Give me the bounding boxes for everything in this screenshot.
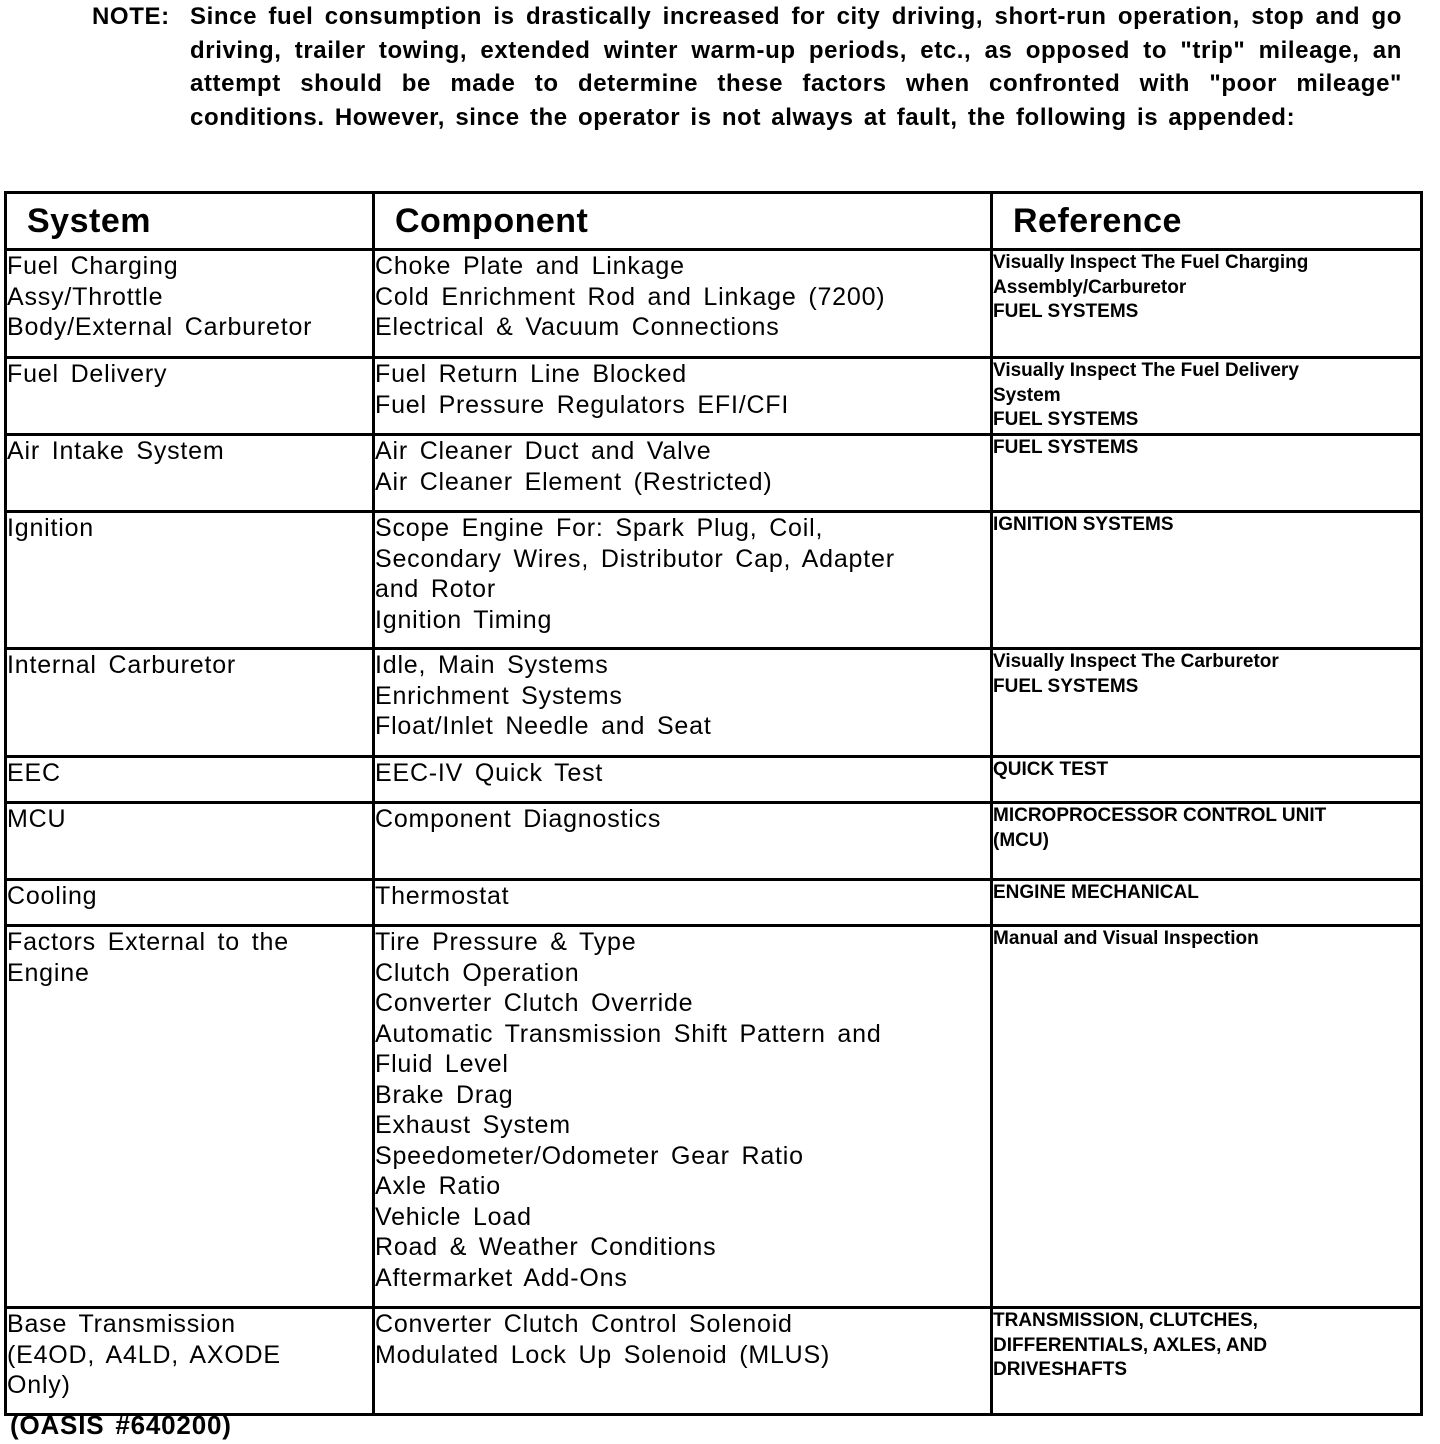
- component-cell: [374, 926, 992, 1308]
- system-cell: [6, 926, 374, 1308]
- table-row: [6, 926, 1422, 1308]
- system-cell: [6, 880, 374, 926]
- reference-cell: [992, 512, 1422, 649]
- system-cell-line: Cooling: [7, 882, 98, 910]
- reference-cell-line: FUEL SYSTEMS: [993, 409, 1139, 430]
- component-cell-line: Road & Weather Conditions: [375, 1233, 717, 1261]
- reference-cell-line: FUEL SYSTEMS: [993, 675, 1139, 697]
- reference-cell-line: DRIVESHAFTS: [993, 1359, 1128, 1380]
- system-cell-line: Only): [7, 1371, 71, 1399]
- component-cell-line: Air Cleaner Element (Restricted): [375, 467, 773, 496]
- note-label: NOTE:: [92, 3, 170, 30]
- component-cell-line: Aftermarket Add-Ons: [375, 1263, 628, 1292]
- component-cell: [374, 1308, 992, 1415]
- component-cell-line: Speedometer/Odometer Gear Ratio: [375, 1141, 804, 1170]
- reference-cell-line: Visually Inspect The Fuel Delivery: [993, 360, 1299, 381]
- system-cell-line: Internal Carburetor: [7, 651, 237, 679]
- reference-cell-line: (MCU): [993, 829, 1049, 851]
- reference-cell: [992, 757, 1422, 803]
- system-cell-line: EEC: [7, 759, 61, 787]
- system-cell: [6, 1308, 374, 1415]
- system-cell-line: Fuel Delivery: [7, 360, 168, 388]
- component-cell: [374, 512, 992, 649]
- system-cell-line: Body/External Carburetor: [7, 313, 313, 341]
- note-paragraph: [92, 0, 1402, 134]
- component-cell-line: Secondary Wires, Distributor Cap, Adapter: [375, 544, 895, 573]
- reference-cell-line: System: [993, 384, 1061, 406]
- component-cell: [374, 435, 992, 512]
- reference-cell-line: ENGINE MECHANICAL: [993, 882, 1199, 903]
- table-body: [6, 250, 1422, 1415]
- component-cell-line: Idle, Main Systems: [375, 651, 609, 679]
- component-cell-line: Fluid Level: [375, 1050, 509, 1078]
- reference-cell: [992, 435, 1422, 512]
- component-cell-line: Scope Engine For: Spark Plug, Coil,: [375, 514, 824, 542]
- column-header-component: Component: [374, 193, 992, 250]
- system-cell-line: Base Transmission: [7, 1310, 236, 1338]
- system-cell: [6, 358, 374, 435]
- table-row: [6, 250, 1422, 358]
- table-row: [6, 649, 1422, 757]
- system-cell: [6, 803, 374, 880]
- component-cell-line: Fuel Return Line Blocked: [375, 360, 687, 388]
- reference-cell-line: Manual and Visual Inspection: [993, 928, 1259, 949]
- component-cell-line: Modulated Lock Up Solenoid (MLUS): [375, 1340, 831, 1369]
- document-reference-id: (OASIS #640200): [10, 1410, 232, 1440]
- component-cell-line: Automatic Transmission Shift Pattern and: [375, 1019, 882, 1048]
- column-header-reference: Reference: [992, 193, 1422, 250]
- reference-cell: [992, 803, 1422, 880]
- system-cell: [6, 512, 374, 649]
- column-header-system: System: [6, 193, 374, 250]
- reference-cell-line: Visually Inspect The Carburetor: [993, 651, 1279, 672]
- system-cell: [6, 435, 374, 512]
- component-cell: [374, 803, 992, 880]
- reference-cell: [992, 649, 1422, 757]
- reference-cell: [992, 250, 1422, 358]
- component-cell-line: Choke Plate and Linkage: [375, 252, 685, 280]
- component-cell-line: EEC-IV Quick Test: [375, 759, 604, 787]
- diagnosis-table: [4, 191, 1423, 1416]
- reference-cell-line: MICROPROCESSOR CONTROL UNIT: [993, 805, 1327, 826]
- reference-cell-line: FUEL SYSTEMS: [993, 301, 1139, 322]
- component-cell: [374, 358, 992, 435]
- reference-cell-line: QUICK TEST: [993, 759, 1109, 780]
- component-cell: [374, 649, 992, 757]
- reference-cell: [992, 358, 1422, 435]
- reference-cell-line: Visually Inspect The Fuel Charging: [993, 252, 1309, 273]
- component-cell-line: and Rotor: [375, 575, 496, 603]
- table-row: [6, 803, 1422, 880]
- system-cell-line: Factors External to the: [7, 928, 289, 956]
- component-cell-line: Enrichment Systems: [375, 681, 623, 710]
- system-cell-line: Ignition: [7, 514, 95, 542]
- component-cell: [374, 757, 992, 803]
- component-cell-line: Tire Pressure & Type: [375, 928, 637, 956]
- system-cell: [6, 250, 374, 358]
- reference-cell-line: IGNITION SYSTEMS: [993, 514, 1174, 535]
- system-cell-line: Air Intake System: [7, 437, 225, 465]
- table-row: [6, 757, 1422, 803]
- note-text: Since fuel consumption is drastically increased for city driving, short-run operation, stop and go driving, trailer towing, extended winter warm-up periods, etc., as opposed to "trip" mileage, an attempt should be made to determine these factors when confronted with "poor mileage" conditions. However, since the operator is not always at fault, the following is appended:: [190, 3, 1402, 131]
- component-cell-line: Cold Enrichment Rod and Linkage (7200): [375, 282, 886, 311]
- component-cell-line: Float/Inlet Needle and Seat: [375, 712, 712, 740]
- table-row: [6, 358, 1422, 435]
- system-cell-line: Assy/Throttle: [7, 282, 164, 311]
- component-cell-line: Component Diagnostics: [375, 805, 662, 833]
- reference-cell: [992, 880, 1422, 926]
- reference-cell: [992, 1308, 1422, 1415]
- system-cell-line: Fuel Charging: [7, 252, 179, 280]
- component-cell-line: Exhaust System: [375, 1111, 571, 1139]
- table-header-row: [6, 193, 1422, 250]
- reference-cell-line: Assembly/Carburetor: [993, 276, 1187, 298]
- component-cell-line: Converter Clutch Override: [375, 989, 694, 1017]
- table-row: [6, 435, 1422, 512]
- system-cell-line: Engine: [7, 958, 90, 987]
- reference-cell-line: DIFFERENTIALS, AXLES, AND: [993, 1334, 1268, 1356]
- component-cell-line: Clutch Operation: [375, 958, 580, 987]
- component-cell-line: Electrical & Vacuum Connections: [375, 313, 780, 341]
- system-cell: [6, 649, 374, 757]
- component-cell-line: Air Cleaner Duct and Valve: [375, 437, 712, 465]
- component-cell-line: Brake Drag: [375, 1080, 514, 1109]
- table-row: [6, 512, 1422, 649]
- table-row: [6, 880, 1422, 926]
- component-cell-line: Vehicle Load: [375, 1202, 532, 1231]
- component-cell-line: Converter Clutch Control Solenoid: [375, 1310, 793, 1338]
- component-cell-line: Thermostat: [375, 882, 510, 910]
- component-cell-line: Fuel Pressure Regulators EFI/CFI: [375, 390, 790, 419]
- component-cell: [374, 880, 992, 926]
- system-cell-line: MCU: [7, 805, 67, 833]
- system-cell-line: (E4OD, A4LD, AXODE: [7, 1340, 281, 1369]
- system-cell: [6, 757, 374, 803]
- component-cell: [374, 250, 992, 358]
- component-cell-line: Ignition Timing: [375, 605, 553, 634]
- reference-cell-line: TRANSMISSION, CLUTCHES,: [993, 1310, 1258, 1331]
- table-row: [6, 1308, 1422, 1415]
- component-cell-line: Axle Ratio: [375, 1172, 501, 1200]
- reference-cell: [992, 926, 1422, 1308]
- reference-cell-line: FUEL SYSTEMS: [993, 437, 1139, 458]
